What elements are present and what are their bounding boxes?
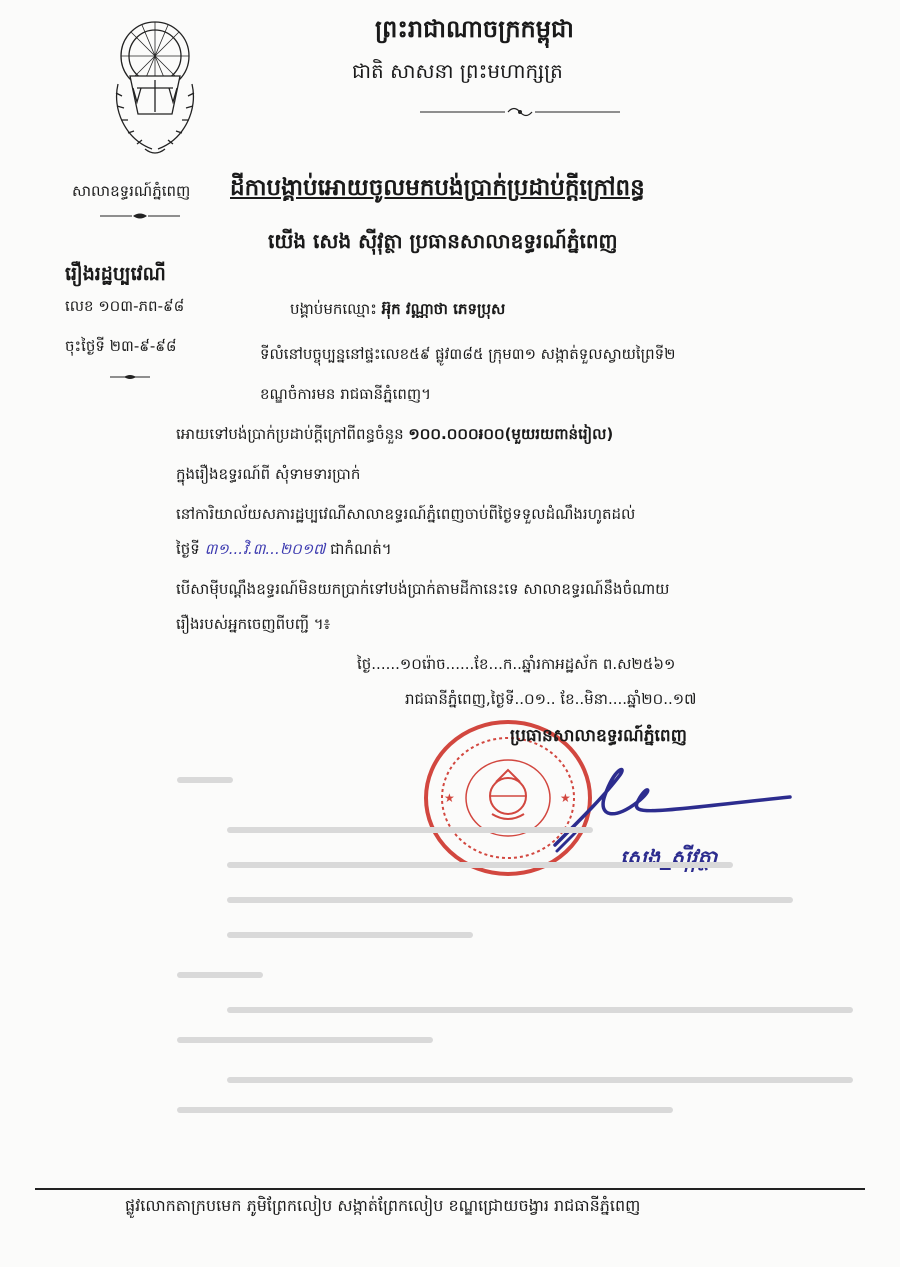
payment-amount: ១០០.០០០៛០០(មួយរយពាន់រៀល) — [408, 425, 614, 443]
deadline-value: ៣១...វិ.៣...២០១៧ — [204, 540, 326, 558]
deadline-suffix: ជាកំណត់។ — [330, 540, 392, 558]
case-ornament-divider — [110, 372, 150, 382]
deadline-line — [176, 540, 392, 562]
national-motto: ជាតិ សាសនា ព្រះមហាក្សត្រ — [352, 59, 563, 83]
court-emblem-icon — [100, 14, 210, 164]
warning-line-2: រឿងរបស់អ្នកចេញពីបញ្ជី ។៖ — [176, 615, 331, 633]
kingdom-title: ព្រះរាជាណាចក្រកម្ពុជា — [375, 15, 574, 43]
case-matter-line: ក្នុងរឿងឧទ្ធរណ៍ពី សុំទាមទារប្រាក់ — [176, 465, 361, 483]
footer-rule — [35, 1188, 865, 1190]
header-ornament-divider — [420, 102, 620, 122]
address-line-2: ខណ្ឌចំការមន រាជធានីភ្នំពេញ។ — [260, 385, 432, 403]
signatory-title: ប្រធានសាលាឧទ្ធរណ៍ភ្នំពេញ — [510, 726, 687, 746]
document-type-heading: ដីកាបង្គាប់អោយចូលមកបង់ប្រាក់ប្រដាប់ក្តីក្រៅពន្ធ — [230, 175, 645, 201]
solar-date: រាជធានីភ្នំពេញ,ថ្ងៃទី..០១.. ខែ..មិនា....ឆ្នាំ២០..១៧ — [405, 690, 697, 708]
address-line-1: ទីលំនៅបច្ចុប្បន្ននៅផ្ទះលេខ៥៩ ផ្លូវ៣៨៥ ក្រុម៣១ សង្កាត់ទួលស្វាយព្រៃទី២ — [260, 345, 676, 363]
payment-line — [176, 425, 613, 447]
court-ornament-divider — [100, 210, 180, 222]
order-prefix: បង្គាប់មកឈ្មោះ — [290, 300, 377, 318]
payment-place-line: នៅការិយាល័យសភារដ្ឋប្បវេណីសាលាឧទ្ធរណ៍ភ្នំពេញចាប់ពីថ្ងៃទទួលដំណឹងរហូតដល់ — [176, 505, 636, 523]
signatory-name: សេង_ស៊ីវុត្ថា — [620, 846, 718, 870]
deadline-prefix: ថ្ងៃទី — [176, 540, 200, 558]
case-type-label: រឿងរដ្ឋប្បវេណី — [65, 263, 166, 285]
svg-text:★: ★ — [444, 791, 455, 805]
case-number: លេខ ១០៣-ភព-៩៨ — [65, 297, 185, 315]
order-line — [290, 300, 505, 322]
lunar-date: ថ្ងៃ......១០រ៉ោច......ខែ...ក..ឆ្នាំរកាអដ្ឋស័ក ព.ស២៥៦១ — [357, 655, 676, 673]
case-date: ចុះថ្ងៃទី ២៣-៩-៩៨ — [65, 337, 177, 355]
svg-text:★: ★ — [560, 791, 571, 805]
party-name: អ៊ុក វណ្ណាថា ភេទប្រុស — [381, 300, 506, 318]
court-name: សាលាឧទ្ធរណ៍ភ្នំពេញ — [72, 182, 191, 200]
footer-address: ផ្លូវលោកតាក្របមេក ភូមិព្រែកលៀប សង្កាត់ព្រែកលៀប ខណ្ឌជ្រោយចង្វារ រាជធានីភ្នំពេញ — [125, 1196, 641, 1215]
issuer-line: យើង សេង ស៊ីវុត្ថា ប្រធានសាលាឧទ្ធរណ៍ភ្នំពេញ — [268, 229, 618, 253]
payment-prefix: អោយទៅបង់ប្រាក់ប្រដាប់ក្តីក្រៅពីពន្ធចំនួន — [176, 425, 404, 443]
warning-line-1: បើសាម៉ីបណ្តឹងឧទ្ធរណ៍មិនយកប្រាក់ទៅបង់ប្រាក់តាមដីកានេះទេ សាលាឧទ្ធរណ៍នឹងចំណាយ — [176, 580, 670, 598]
show-through-background — [170, 760, 860, 1140]
